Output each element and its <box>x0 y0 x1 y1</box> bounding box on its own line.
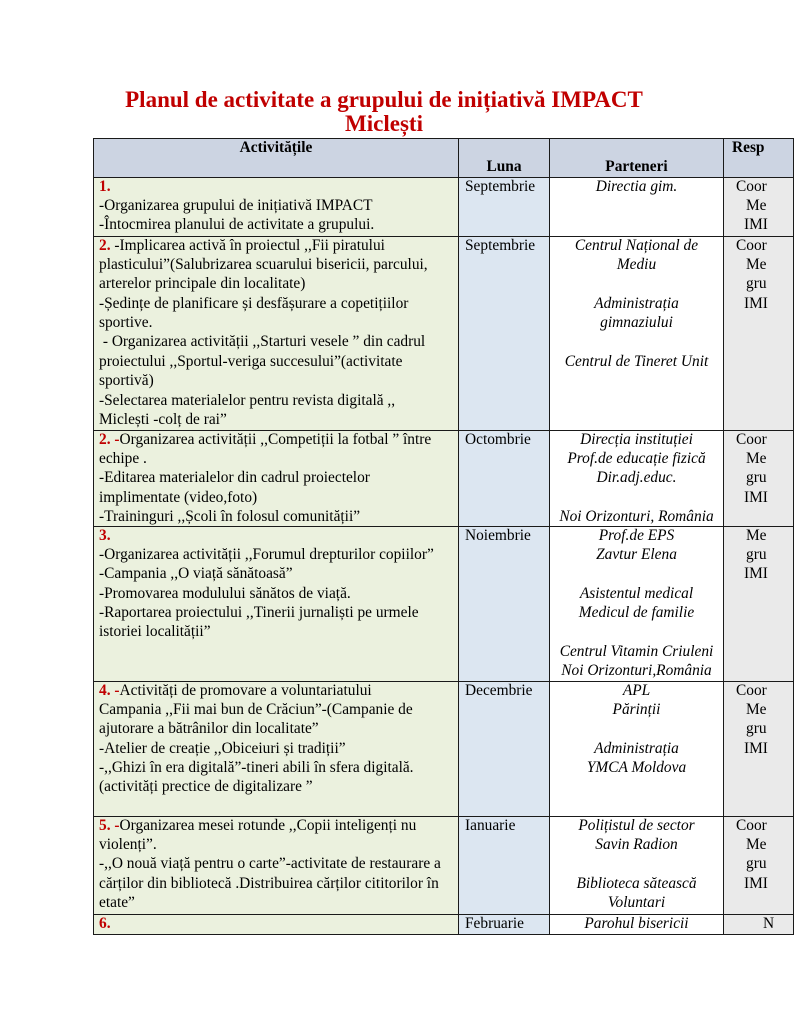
activity-line: echipe . <box>99 449 147 467</box>
item-lead-line <box>99 681 458 700</box>
activity-line: -,,Ghizi în era digitală”-tineri abili în sfera digitală. <box>99 759 414 777</box>
title-line-2: Miclești <box>345 111 423 136</box>
header-month-label: Luna <box>486 157 522 175</box>
row-3-partners <box>550 431 724 527</box>
activity-line: -Selectarea materialelor pentru revista digitală ,, <box>99 391 396 409</box>
activity-line: etate” <box>99 894 135 912</box>
row-6-activities <box>94 817 459 915</box>
blank-line <box>550 624 723 643</box>
responsible-line: IMI <box>744 565 768 583</box>
item-number: 2. <box>99 236 111 254</box>
partner-line: Directia gim. <box>595 177 678 195</box>
responsible-line: Coor <box>736 430 767 448</box>
partner-line: Centrul de Tineret Unit <box>564 352 709 370</box>
responsible-line: gru <box>746 855 767 873</box>
responsible-line: IMI <box>744 739 768 757</box>
header-month <box>459 139 550 178</box>
item-lead-text: Organizarea activității ,,Competiții la fotbal ” între <box>119 430 432 448</box>
responsible-line: gru <box>746 275 767 293</box>
item-number-line <box>99 914 458 933</box>
partner-line: Noi Orizonturi, România <box>559 508 714 526</box>
row-5-month <box>459 682 550 817</box>
activity-line: -Organizarea grupului de inițiativă IMPACT <box>99 196 373 214</box>
item-lead-line <box>99 816 458 835</box>
activity-line: -Întocmirea planului de activitate a grupului. <box>99 216 375 234</box>
partner-line: Parohul bisericii <box>584 914 689 932</box>
activity-line: - Organizarea activității ,,Starturi vesele ” din cadrul <box>99 333 426 351</box>
blank-line <box>550 566 723 585</box>
item-number: 6. <box>99 914 111 932</box>
row-6-partners <box>550 817 724 915</box>
month-label: Februarie <box>465 914 524 932</box>
activity-line: istoriei localității” <box>99 623 211 641</box>
item-lead-text: Organizarea mesei rotunde ,,Copii inteligenți nu <box>119 816 417 834</box>
partner-line: Zavtur Elena <box>596 545 677 563</box>
activity-line: -Promovarea modulului sănătos de viață. <box>99 584 351 602</box>
item-number: 4. - <box>99 681 120 699</box>
partner-line: Savin Radion <box>595 835 678 853</box>
row-7-activities <box>94 915 459 935</box>
activity-line: cărților din bibliotecă .Distribuirea cărților cititorilor în <box>99 874 439 892</box>
item-number: 3. <box>99 526 111 544</box>
header-partners-label: Parteneri <box>605 157 668 175</box>
month-label: Ianuarie <box>465 816 516 834</box>
row-4-month <box>459 527 550 682</box>
row-6-responsible <box>724 817 794 915</box>
row-4-partners <box>550 527 724 682</box>
partner-line: Centrul Vitamin Criuleni <box>559 642 714 660</box>
responsible-line: Coor <box>736 816 767 834</box>
partner-line: APL <box>622 681 651 699</box>
row-2-partners <box>550 237 724 431</box>
partner-line: Biblioteca sătească <box>576 874 697 892</box>
row-5-responsible <box>724 682 794 817</box>
month-label: Noiembrie <box>465 526 531 544</box>
partner-line: Asistentul medical <box>579 584 694 602</box>
responsible-line: IMI <box>744 488 768 506</box>
blank-line <box>550 334 723 353</box>
partner-line: Prof.de EPS <box>598 526 675 544</box>
partner-line: Centrul Național de <box>574 236 699 254</box>
responsible-line: gru <box>746 469 767 487</box>
activity-line: -Traininguri ,,Școli în folosul comunității” <box>99 508 361 526</box>
activity-line: arterelor principale din localitate) <box>99 275 306 293</box>
responsible-line: Me <box>746 835 767 853</box>
blank-line <box>550 489 723 508</box>
activity-line: proiectului ,,Sportul-veriga succesului”(activitate <box>99 352 403 370</box>
row-2-month <box>459 237 550 431</box>
responsible-line: Me <box>746 449 767 467</box>
responsible-line: Coor <box>736 236 767 254</box>
row-2-activities <box>94 237 459 431</box>
activity-line: -Ședințe de planificare și desfășurare a copetițiilor <box>99 294 409 312</box>
document-title <box>0 88 768 136</box>
row-4-activities <box>94 527 459 682</box>
row-5-activities <box>94 682 459 817</box>
activity-line: -Organizarea activității ,,Forumul drepturilor copiilor” <box>99 545 434 563</box>
table-grid <box>93 138 794 935</box>
item-number: 1. <box>99 177 111 195</box>
row-1-activities <box>94 178 459 237</box>
activity-line: plasticului”(Salubrizarea scuarului bisericii, parcului, <box>99 255 428 273</box>
blank-line <box>550 856 723 875</box>
activity-line: Campania ,,Fii mai bun de Crăciun”-(Campanie de <box>99 700 413 718</box>
responsible-line: IMI <box>744 294 768 312</box>
activity-line: -Raportarea proiectului ,,Tinerii jurnaliști pe urmele <box>99 604 419 622</box>
header-responsible <box>724 139 794 178</box>
activity-line: violenți”. <box>99 835 157 853</box>
activity-plan-table <box>93 138 775 938</box>
row-1-partners <box>550 178 724 237</box>
responsible-line: Me <box>746 255 767 273</box>
activity-line: -,,O nouă viață pentru o carte”-activitate de restaurare a <box>99 855 441 873</box>
partner-line: Dir.adj.educ. <box>596 469 677 487</box>
partner-line: Părinții <box>612 700 661 718</box>
responsible-line: Coor <box>736 681 767 699</box>
responsible-line: IMI <box>744 874 768 892</box>
header-activities-label: Activitățile <box>239 138 313 156</box>
row-2-responsible <box>724 237 794 431</box>
row-3-responsible <box>724 431 794 527</box>
row-7-responsible <box>724 915 794 935</box>
responsible-line: Me <box>746 526 767 544</box>
row-7-partners <box>550 915 724 935</box>
item-number-line <box>99 526 458 545</box>
header-responsible-label: Resp <box>732 138 765 156</box>
partner-line: Direcția instituției <box>580 430 693 448</box>
title-line-1: Planul de activitate a grupului de inițiativă IMPACT <box>125 87 643 112</box>
month-label: Septembrie <box>465 177 536 195</box>
partner-line: Medicul de familie <box>578 604 695 622</box>
partner-line: Administrația <box>594 739 679 757</box>
item-number: 5. - <box>99 816 120 834</box>
item-number-line <box>99 177 458 196</box>
item-lead-text: Activități de promovare a voluntariatului <box>119 681 372 699</box>
partner-line: Mediu <box>616 255 657 273</box>
row-6-month <box>459 817 550 915</box>
row-4-responsible <box>724 527 794 682</box>
row-3-activities <box>94 431 459 527</box>
row-7-month <box>459 915 550 935</box>
month-label: Octombrie <box>465 430 531 448</box>
activity-line: -Campania ,,O viață sănătoasă” <box>99 565 293 583</box>
responsible-line: Me <box>746 196 767 214</box>
row-3-month <box>459 431 550 527</box>
partner-line: Noi Orizonturi,România <box>561 662 712 680</box>
row-1-month <box>459 178 550 237</box>
blank-line <box>550 276 723 295</box>
activity-line: sportive. <box>99 314 153 332</box>
blank-line <box>550 721 723 740</box>
activity-line: implimentate (video,foto) <box>99 488 258 506</box>
activity-line: sportivă) <box>99 372 154 390</box>
responsible-line: gru <box>746 720 767 738</box>
activity-line: -Atelier de creație ,,Obiceiuri și tradiții” <box>99 739 346 757</box>
row-5-partners <box>550 682 724 817</box>
responsible-line: Coor <box>736 177 767 195</box>
item-number: 2. - <box>99 430 120 448</box>
item-lead-text: -Implicarea activă în proiectul ,,Fii piratului <box>110 236 385 254</box>
responsible-line: Me <box>746 700 767 718</box>
partner-line: Prof.de educație fizică <box>567 449 706 467</box>
responsible-line: gru <box>746 545 767 563</box>
responsible-line: N <box>763 914 775 932</box>
header-activities <box>94 139 459 178</box>
activity-line: (activități prectice de digitalizare ” <box>99 778 313 796</box>
row-1-responsible <box>724 178 794 237</box>
activity-line: -Editarea materialelor din cadrul proiectelor <box>99 469 370 487</box>
item-lead-line <box>99 236 458 255</box>
item-lead-line <box>99 430 458 449</box>
partner-line: YMCA Moldova <box>586 759 687 777</box>
responsible-line: IMI <box>744 216 768 234</box>
partner-line: Polițistul de sector <box>578 816 695 834</box>
activity-line: ajutorare a bătrânilor din localitate” <box>99 720 319 738</box>
month-label: Decembrie <box>465 681 533 699</box>
partner-line: Administrația <box>594 294 679 312</box>
partner-line: gimnaziului <box>600 314 673 332</box>
partner-line: Voluntari <box>607 894 666 912</box>
month-label: Septembrie <box>465 236 536 254</box>
header-partners <box>550 139 724 178</box>
activity-line: Miclești -colț de rai” <box>99 411 227 429</box>
